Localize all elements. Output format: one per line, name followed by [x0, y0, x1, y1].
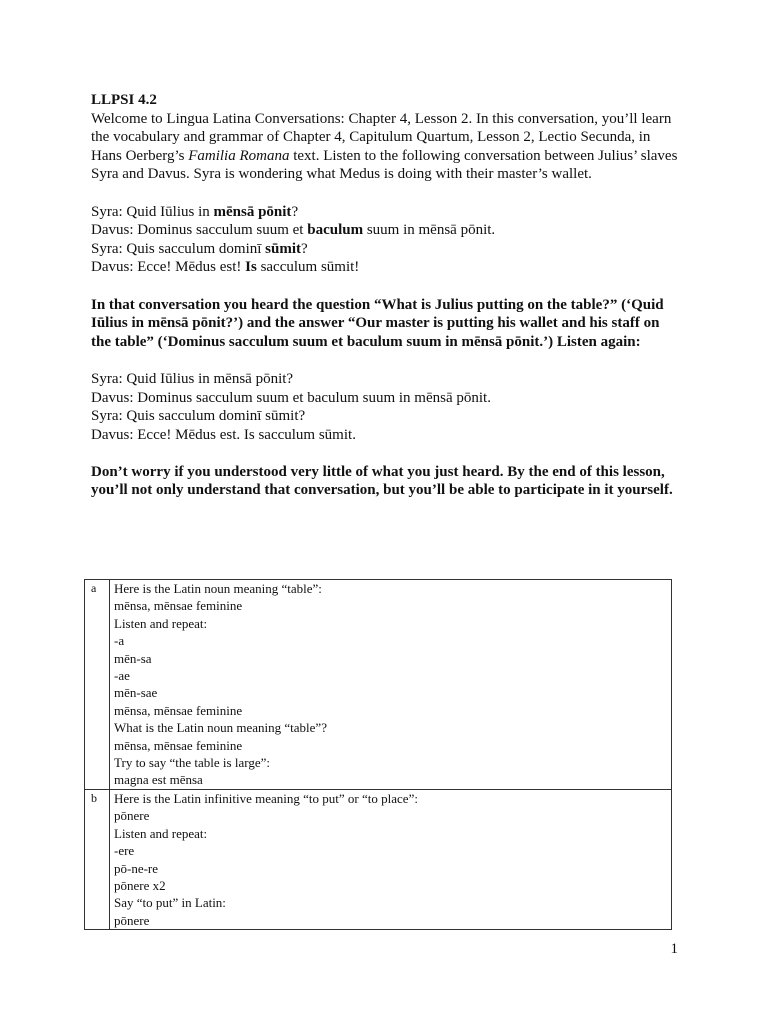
drill-line: Here is the Latin infinitive meaning “to put” or “to place”: — [114, 790, 418, 806]
drill-line: pōnere x2 — [114, 877, 166, 893]
drill-line: mēnsa, mēnsae feminine — [114, 737, 243, 753]
drill-line: mēnsa, mēnsae feminine — [114, 598, 243, 614]
dialogue-bold-text: mēnsā pōnit — [213, 203, 292, 220]
drill-line: Say “to put” in Latin: — [114, 895, 226, 911]
encouragement-paragraph: Don’t worry if you understood very little of what you just heard. By the end of this lesson, you’ll not only understand that conversation, but you’ll be able to participate in it yourself. — [91, 463, 673, 499]
drill-line: Try to say “the table is large”: — [114, 755, 270, 771]
book-title: Familia Romana — [188, 147, 290, 164]
dialogue-line: Syra: Quid Iūlius in mēnsā pōnit? — [91, 370, 294, 387]
dialogue-bold-text: baculum — [307, 222, 364, 239]
dialogue-text: sacculum sūmit! — [256, 259, 360, 276]
row-content — [110, 580, 672, 790]
drill-table — [84, 579, 672, 930]
row-letter: a — [85, 580, 110, 790]
dialogue-line: Davus: Ecce! Mēdus est. Is sacculum sūmit. — [91, 426, 356, 443]
drill-line: mēn-sa — [114, 650, 152, 666]
page-number: 1 — [670, 941, 678, 957]
drill-line: Here is the Latin noun meaning “table”: — [114, 581, 322, 596]
drill-line: pō-ne-re — [114, 860, 159, 876]
drill-row — [85, 580, 672, 790]
document-heading: LLPSI 4.2 — [91, 92, 157, 108]
dialogue-text: Davus: Dominus sacculum suum et — [91, 222, 308, 239]
dialogue-text: suum in mēnsā pōnit. — [363, 222, 496, 239]
dialogue-line — [91, 203, 681, 222]
row-content — [110, 789, 672, 929]
dialogue-text: ? — [301, 240, 308, 257]
drill-line: magna est mēnsa — [114, 772, 203, 788]
dialogue-first — [91, 203, 681, 277]
row-letter: b — [85, 789, 110, 929]
drill-line: -a — [114, 633, 125, 649]
drill-line: pōnere — [114, 912, 150, 928]
dialogue-line: Davus: Dominus sacculum suum et baculum suum in mēnsā pōnit. — [91, 389, 491, 406]
dialogue-bold-text: sūmit — [265, 240, 301, 257]
intro-paragraph — [91, 110, 681, 184]
dialogue-text: Syra: Quid Iūlius in — [91, 203, 214, 220]
drill-row — [85, 789, 672, 929]
dialogue-text: ? — [291, 203, 299, 220]
drill-line: pōnere — [114, 808, 150, 824]
dialogue-line — [91, 221, 681, 240]
intro-text-b: text. Listen to the following conversation between Julius’ slaves Syra and Davus. Syra is wondering what Medus is doing with their master’s wallet. — [91, 147, 678, 183]
drill-line: -ae — [114, 668, 130, 684]
drill-line: Listen and repeat: — [114, 825, 208, 841]
explanation-paragraph: In that conversation you heard the question “What is Julius putting on the table?” (‘Quid Iūlius in mēnsā pōnit?’) and the answer “Our master is putting his wallet and his staff on the table” (‘Dominus sacculum suum et baculum suum in mēnsā pōnit.’) Listen again: — [91, 296, 664, 350]
dialogue-line — [91, 240, 681, 259]
dialogue-line: Syra: Quis sacculum dominī sūmit? — [91, 408, 306, 425]
drill-line: What is the Latin noun meaning “table”? — [114, 720, 327, 736]
drill-line: mēnsa, mēnsae feminine — [114, 702, 243, 718]
drill-line: mēn-sae — [114, 685, 158, 701]
dialogue-bold-text: Is — [245, 259, 257, 276]
drill-line: -ere — [114, 843, 135, 859]
intro-text-a: Welcome to Lingua Latina Conversations: Chapter 4, Lesson 2. In this conversation, you’ll learn the vocabulary and grammar of Chapter 4, Capitulum Quartum, Lesson 2, Lectio Secunda, in Hans Oerberg’s — [91, 110, 672, 164]
dialogue-line — [91, 258, 681, 277]
document-body — [91, 91, 681, 519]
dialogue-text: Davus: Ecce! Mēdus est! — [91, 259, 246, 276]
dialogue-second — [91, 370, 681, 444]
dialogue-text: Syra: Quis sacculum dominī — [91, 240, 266, 257]
drill-line: Listen and repeat: — [114, 615, 208, 631]
